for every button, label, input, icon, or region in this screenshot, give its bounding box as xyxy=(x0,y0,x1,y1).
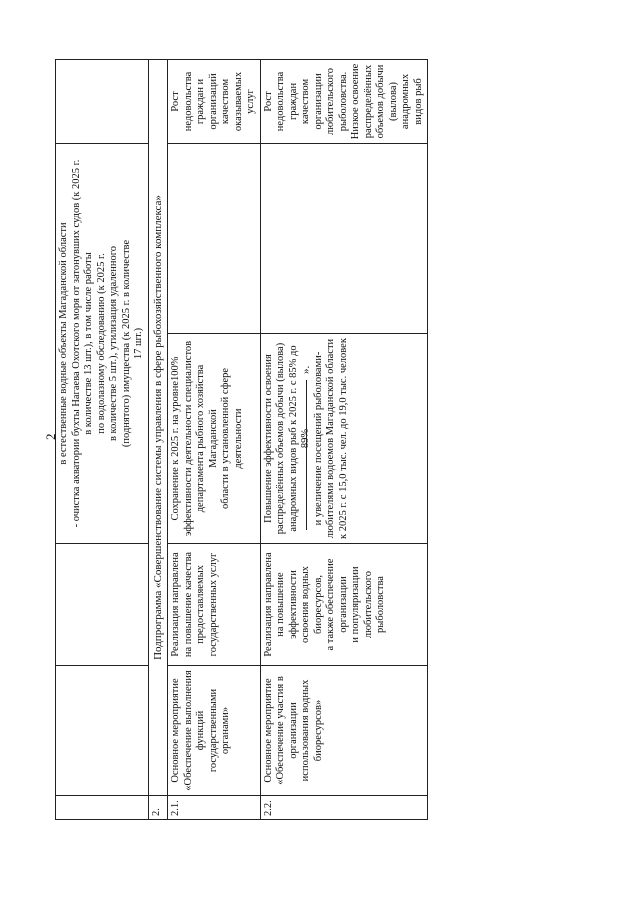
table-row xyxy=(56,59,149,819)
cell-results: Сохранение к 2025 г. на уровне100% эффективности деятельности специалистов департамента рыбного хозяйства Магаданской области в установленной сфере деятельности xyxy=(168,334,261,544)
page-number: 2 xyxy=(43,433,58,440)
cell-num: 2.2. xyxy=(260,796,428,820)
closing-mark xyxy=(300,330,312,530)
table-row xyxy=(148,59,168,819)
cell-risks xyxy=(56,59,149,143)
table-row xyxy=(260,59,428,819)
cell-num xyxy=(56,796,149,820)
measures-table xyxy=(55,59,428,820)
cell-empty xyxy=(260,143,428,333)
closing-line xyxy=(306,380,307,530)
cell-results: в естественные водные объекты Магаданской области - очистка акватории бухты Нагаева Охотского моря от затонувших судов (к 2025 г. в количестве 13 шт.), в том числе работы по водолазному обследованию (к 2025 г. в количестве 5 шт.), утилизация удаленного (поднятого) имущества (к 2025 г. в количестве 17 шт.) xyxy=(56,143,149,543)
subprogram-title: Подпрограмма «Совершенствование системы управления в сфере рыбохозяйственного комплекса» xyxy=(148,59,168,795)
cell-name xyxy=(56,666,149,796)
table-row xyxy=(168,59,261,819)
closing-quote: ». xyxy=(300,365,312,374)
cell-name: Основное мероприятие «Обеспечение участия в организации использования водных биоресурсов» xyxy=(260,666,428,796)
cell-results: Повышение эффективности освоения распределённых объемов добычи (вылова) анадромных видов рыб к 2025 г. с 85% до 89% и увеличение посещений рыболовами- любителями водоемов Магаданской области к 2025 г. с 15,0 тыс. чел. до 19,0 тыс. человек xyxy=(260,334,428,544)
cell-goal: Реализация направлена на повышение эффективности освоения водных биоресурсов, а также обеспечение организации и популяризации любительского рыболовства xyxy=(260,544,428,666)
cell-empty xyxy=(168,143,261,333)
cell-goal xyxy=(56,544,149,666)
cell-num: 2.1. xyxy=(168,796,261,820)
cell-goal: Реализация направлена на повышение качества предоставляемых государственных услуг xyxy=(168,544,261,666)
cell-risks: Рост недовольства граждан и организаций качеством оказываемых услуг xyxy=(168,59,261,143)
cell-num: 2. xyxy=(148,796,168,820)
cell-risks: Рост недовольства граждан качеством организации любительского рыболовства. Низкое освоение распределённых объемов добычи (вылова) анадромных видов рыб xyxy=(260,59,428,143)
cell-name: Основное мероприятие «Обеспечение выполнения функций государственными органами» xyxy=(168,666,261,796)
rotated-table-container xyxy=(55,60,424,820)
